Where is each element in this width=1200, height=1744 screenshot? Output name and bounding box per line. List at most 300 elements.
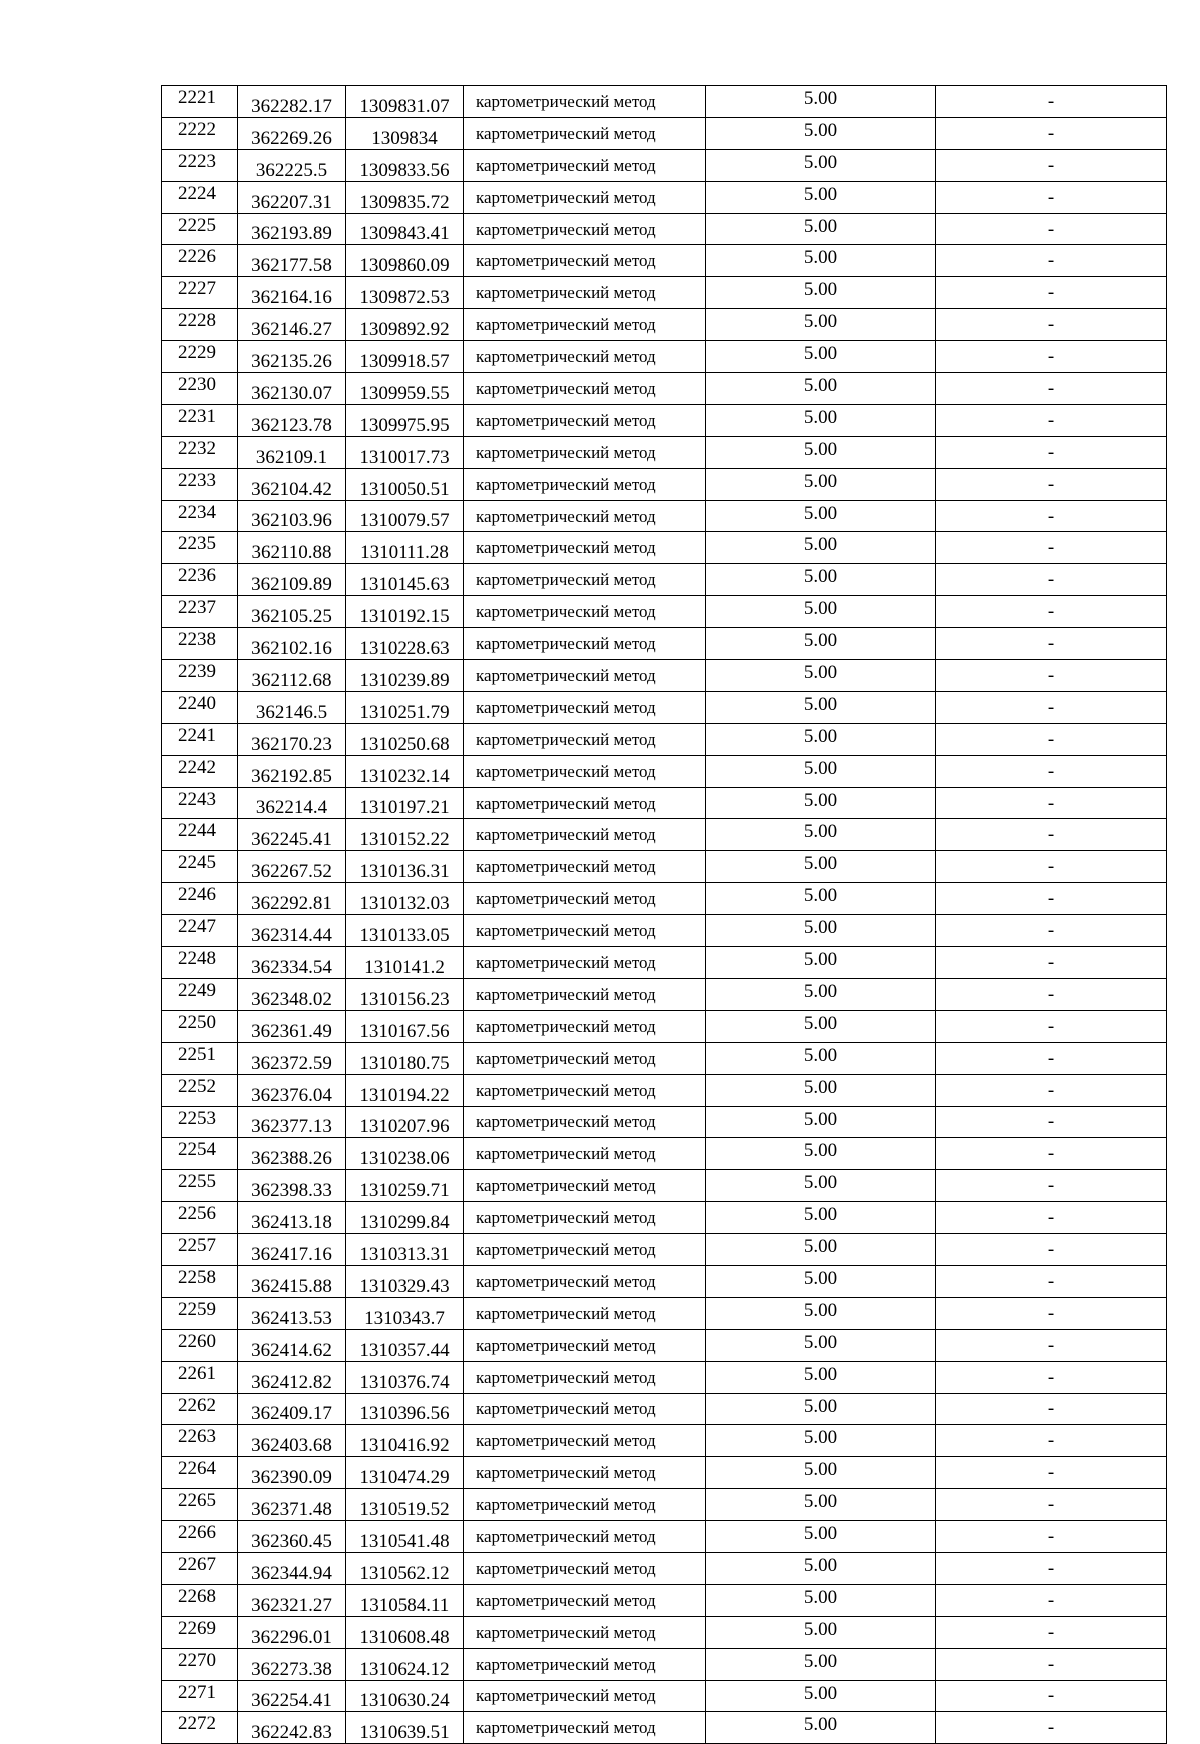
accuracy-cell: 5.00 bbox=[706, 468, 936, 500]
description-cell: - bbox=[936, 1202, 1167, 1234]
y-coordinate-cell: 1310299.84 bbox=[346, 1202, 464, 1234]
description-cell: - bbox=[936, 596, 1167, 628]
description-cell: - bbox=[936, 1584, 1167, 1616]
table-row bbox=[162, 309, 1167, 341]
x-coordinate-cell: 362245.41 bbox=[238, 819, 346, 851]
description-cell: - bbox=[936, 500, 1167, 532]
point-number-cell: 2237 bbox=[162, 596, 238, 628]
description-cell: - bbox=[936, 1074, 1167, 1106]
point-number-cell: 2226 bbox=[162, 245, 238, 277]
method-cell: картометрический метод bbox=[464, 947, 706, 979]
point-number-cell: 2247 bbox=[162, 915, 238, 947]
point-number-cell: 2249 bbox=[162, 978, 238, 1010]
x-coordinate-cell: 362371.48 bbox=[238, 1489, 346, 1521]
description-cell: - bbox=[936, 819, 1167, 851]
point-number-cell: 2253 bbox=[162, 1106, 238, 1138]
point-number-cell: 2258 bbox=[162, 1265, 238, 1297]
x-coordinate-cell: 362146.27 bbox=[238, 309, 346, 341]
y-coordinate-cell: 1309959.55 bbox=[346, 373, 464, 405]
accuracy-cell: 5.00 bbox=[706, 149, 936, 181]
x-coordinate-cell: 362273.38 bbox=[238, 1648, 346, 1680]
method-cell: картометрический метод bbox=[464, 1425, 706, 1457]
table-row bbox=[162, 628, 1167, 660]
x-coordinate-cell: 362267.52 bbox=[238, 851, 346, 883]
method-cell: картометрический метод bbox=[464, 1712, 706, 1744]
accuracy-cell: 5.00 bbox=[706, 883, 936, 915]
x-coordinate-cell: 362388.26 bbox=[238, 1138, 346, 1170]
accuracy-cell: 5.00 bbox=[706, 1329, 936, 1361]
method-cell: картометрический метод bbox=[464, 181, 706, 213]
method-cell: картометрический метод bbox=[464, 1074, 706, 1106]
method-cell: картометрический метод bbox=[464, 1489, 706, 1521]
x-coordinate-cell: 362390.09 bbox=[238, 1457, 346, 1489]
accuracy-cell: 5.00 bbox=[706, 341, 936, 373]
y-coordinate-cell: 1310396.56 bbox=[346, 1393, 464, 1425]
point-number-cell: 2272 bbox=[162, 1712, 238, 1744]
x-coordinate-cell: 362414.62 bbox=[238, 1329, 346, 1361]
y-coordinate-cell: 1309918.57 bbox=[346, 341, 464, 373]
table-row bbox=[162, 1361, 1167, 1393]
x-coordinate-cell: 362412.82 bbox=[238, 1361, 346, 1393]
accuracy-cell: 5.00 bbox=[706, 532, 936, 564]
description-cell: - bbox=[936, 436, 1167, 468]
accuracy-cell: 5.00 bbox=[706, 117, 936, 149]
table-row bbox=[162, 1106, 1167, 1138]
method-cell: картометрический метод bbox=[464, 660, 706, 692]
method-cell: картометрический метод bbox=[464, 1361, 706, 1393]
y-coordinate-cell: 1309843.41 bbox=[346, 213, 464, 245]
x-coordinate-cell: 362109.89 bbox=[238, 564, 346, 596]
point-number-cell: 2265 bbox=[162, 1489, 238, 1521]
x-coordinate-cell: 362123.78 bbox=[238, 404, 346, 436]
y-coordinate-cell: 1310079.57 bbox=[346, 500, 464, 532]
method-cell: картометрический метод bbox=[464, 309, 706, 341]
x-coordinate-cell: 362348.02 bbox=[238, 978, 346, 1010]
point-number-cell: 2252 bbox=[162, 1074, 238, 1106]
method-cell: картометрический метод bbox=[464, 1202, 706, 1234]
method-cell: картометрический метод bbox=[464, 1521, 706, 1553]
method-cell: картометрический метод bbox=[464, 149, 706, 181]
y-coordinate-cell: 1310152.22 bbox=[346, 819, 464, 851]
point-number-cell: 2230 bbox=[162, 373, 238, 405]
description-cell: - bbox=[936, 1552, 1167, 1584]
method-cell: картометрический метод bbox=[464, 915, 706, 947]
accuracy-cell: 5.00 bbox=[706, 309, 936, 341]
x-coordinate-cell: 362130.07 bbox=[238, 373, 346, 405]
y-coordinate-cell: 1310192.15 bbox=[346, 596, 464, 628]
table-row bbox=[162, 213, 1167, 245]
method-cell: картометрический метод bbox=[464, 1106, 706, 1138]
accuracy-cell: 5.00 bbox=[706, 245, 936, 277]
y-coordinate-cell: 1310624.12 bbox=[346, 1648, 464, 1680]
point-number-cell: 2243 bbox=[162, 787, 238, 819]
table-row bbox=[162, 181, 1167, 213]
method-cell: картометрический метод bbox=[464, 628, 706, 660]
y-coordinate-cell: 1310416.92 bbox=[346, 1425, 464, 1457]
description-cell: - bbox=[936, 1234, 1167, 1266]
description-cell: - bbox=[936, 1680, 1167, 1712]
point-number-cell: 2266 bbox=[162, 1521, 238, 1553]
method-cell: картометрический метод bbox=[464, 373, 706, 405]
method-cell: картометрический метод bbox=[464, 1393, 706, 1425]
method-cell: картометрический метод bbox=[464, 978, 706, 1010]
y-coordinate-cell: 1310541.48 bbox=[346, 1521, 464, 1553]
accuracy-cell: 5.00 bbox=[706, 1265, 936, 1297]
table-row bbox=[162, 373, 1167, 405]
table-row bbox=[162, 883, 1167, 915]
point-number-cell: 2239 bbox=[162, 660, 238, 692]
description-cell: - bbox=[936, 532, 1167, 564]
description-cell: - bbox=[936, 181, 1167, 213]
table-row bbox=[162, 1680, 1167, 1712]
accuracy-cell: 5.00 bbox=[706, 436, 936, 468]
accuracy-cell: 5.00 bbox=[706, 500, 936, 532]
y-coordinate-cell: 1310474.29 bbox=[346, 1457, 464, 1489]
table-row bbox=[162, 660, 1167, 692]
point-number-cell: 2235 bbox=[162, 532, 238, 564]
method-cell: картометрический метод bbox=[464, 851, 706, 883]
description-cell: - bbox=[936, 1265, 1167, 1297]
y-coordinate-cell: 1309975.95 bbox=[346, 404, 464, 436]
accuracy-cell: 5.00 bbox=[706, 1234, 936, 1266]
description-cell: - bbox=[936, 1010, 1167, 1042]
table-row bbox=[162, 117, 1167, 149]
description-cell: - bbox=[936, 277, 1167, 309]
method-cell: картометрический метод bbox=[464, 1648, 706, 1680]
accuracy-cell: 5.00 bbox=[706, 1010, 936, 1042]
accuracy-cell: 5.00 bbox=[706, 723, 936, 755]
accuracy-cell: 5.00 bbox=[706, 787, 936, 819]
x-coordinate-cell: 362269.26 bbox=[238, 117, 346, 149]
table-row bbox=[162, 1042, 1167, 1074]
accuracy-cell: 5.00 bbox=[706, 1042, 936, 1074]
x-coordinate-cell: 362103.96 bbox=[238, 500, 346, 532]
table-row bbox=[162, 1265, 1167, 1297]
method-cell: картометрический метод bbox=[464, 1616, 706, 1648]
y-coordinate-cell: 1310232.14 bbox=[346, 755, 464, 787]
description-cell: - bbox=[936, 1712, 1167, 1744]
point-number-cell: 2222 bbox=[162, 117, 238, 149]
x-coordinate-cell: 362214.4 bbox=[238, 787, 346, 819]
description-cell: - bbox=[936, 404, 1167, 436]
description-cell: - bbox=[936, 1616, 1167, 1648]
point-number-cell: 2236 bbox=[162, 564, 238, 596]
accuracy-cell: 5.00 bbox=[706, 1616, 936, 1648]
method-cell: картометрический метод bbox=[464, 723, 706, 755]
table-row bbox=[162, 245, 1167, 277]
method-cell: картометрический метод bbox=[464, 1170, 706, 1202]
x-coordinate-cell: 362110.88 bbox=[238, 532, 346, 564]
description-cell: - bbox=[936, 1457, 1167, 1489]
table-row bbox=[162, 1552, 1167, 1584]
description-cell: - bbox=[936, 883, 1167, 915]
y-coordinate-cell: 1310156.23 bbox=[346, 978, 464, 1010]
table-row bbox=[162, 468, 1167, 500]
description-cell: - bbox=[936, 1425, 1167, 1457]
method-cell: картометрический метод bbox=[464, 404, 706, 436]
accuracy-cell: 5.00 bbox=[706, 851, 936, 883]
y-coordinate-cell: 1310017.73 bbox=[346, 436, 464, 468]
accuracy-cell: 5.00 bbox=[706, 1521, 936, 1553]
point-number-cell: 2225 bbox=[162, 213, 238, 245]
accuracy-cell: 5.00 bbox=[706, 1106, 936, 1138]
x-coordinate-cell: 362296.01 bbox=[238, 1616, 346, 1648]
y-coordinate-cell: 1309860.09 bbox=[346, 245, 464, 277]
x-coordinate-cell: 362314.44 bbox=[238, 915, 346, 947]
method-cell: картометрический метод bbox=[464, 1010, 706, 1042]
description-cell: - bbox=[936, 1393, 1167, 1425]
method-cell: картометрический метод bbox=[464, 1329, 706, 1361]
accuracy-cell: 5.00 bbox=[706, 978, 936, 1010]
y-coordinate-cell: 1310343.7 bbox=[346, 1297, 464, 1329]
accuracy-cell: 5.00 bbox=[706, 915, 936, 947]
accuracy-cell: 5.00 bbox=[706, 1361, 936, 1393]
y-coordinate-cell: 1310197.21 bbox=[346, 787, 464, 819]
point-number-cell: 2232 bbox=[162, 436, 238, 468]
x-coordinate-cell: 362372.59 bbox=[238, 1042, 346, 1074]
point-number-cell: 2255 bbox=[162, 1170, 238, 1202]
point-number-cell: 2271 bbox=[162, 1680, 238, 1712]
method-cell: картометрический метод bbox=[464, 1042, 706, 1074]
table-row bbox=[162, 1329, 1167, 1361]
y-coordinate-cell: 1310207.96 bbox=[346, 1106, 464, 1138]
point-number-cell: 2229 bbox=[162, 341, 238, 373]
x-coordinate-cell: 362102.16 bbox=[238, 628, 346, 660]
method-cell: картометрический метод bbox=[464, 468, 706, 500]
y-coordinate-cell: 1309833.56 bbox=[346, 149, 464, 181]
accuracy-cell: 5.00 bbox=[706, 1680, 936, 1712]
x-coordinate-cell: 362109.1 bbox=[238, 436, 346, 468]
method-cell: картометрический метод bbox=[464, 564, 706, 596]
accuracy-cell: 5.00 bbox=[706, 86, 936, 118]
description-cell: - bbox=[936, 1648, 1167, 1680]
table-row bbox=[162, 149, 1167, 181]
accuracy-cell: 5.00 bbox=[706, 277, 936, 309]
method-cell: картометрический метод bbox=[464, 1552, 706, 1584]
y-coordinate-cell: 1310259.71 bbox=[346, 1170, 464, 1202]
table-row bbox=[162, 1648, 1167, 1680]
x-coordinate-cell: 362360.45 bbox=[238, 1521, 346, 1553]
method-cell: картометрический метод bbox=[464, 819, 706, 851]
accuracy-cell: 5.00 bbox=[706, 1425, 936, 1457]
description-cell: - bbox=[936, 213, 1167, 245]
point-number-cell: 2221 bbox=[162, 86, 238, 118]
table-row bbox=[162, 341, 1167, 373]
table-row bbox=[162, 915, 1167, 947]
x-coordinate-cell: 362413.53 bbox=[238, 1297, 346, 1329]
description-cell: - bbox=[936, 564, 1167, 596]
method-cell: картометрический метод bbox=[464, 691, 706, 723]
description-cell: - bbox=[936, 978, 1167, 1010]
x-coordinate-cell: 362242.83 bbox=[238, 1712, 346, 1744]
x-coordinate-cell: 362170.23 bbox=[238, 723, 346, 755]
x-coordinate-cell: 362344.94 bbox=[238, 1552, 346, 1584]
x-coordinate-cell: 362292.81 bbox=[238, 883, 346, 915]
description-cell: - bbox=[936, 117, 1167, 149]
x-coordinate-cell: 362146.5 bbox=[238, 691, 346, 723]
accuracy-cell: 5.00 bbox=[706, 660, 936, 692]
y-coordinate-cell: 1310228.63 bbox=[346, 628, 464, 660]
x-coordinate-cell: 362105.25 bbox=[238, 596, 346, 628]
point-number-cell: 2263 bbox=[162, 1425, 238, 1457]
method-cell: картометрический метод bbox=[464, 1584, 706, 1616]
x-coordinate-cell: 362403.68 bbox=[238, 1425, 346, 1457]
x-coordinate-cell: 362413.18 bbox=[238, 1202, 346, 1234]
method-cell: картометрический метод bbox=[464, 1297, 706, 1329]
x-coordinate-cell: 362417.16 bbox=[238, 1234, 346, 1266]
table-row bbox=[162, 86, 1167, 118]
y-coordinate-cell: 1310357.44 bbox=[346, 1329, 464, 1361]
y-coordinate-cell: 1310608.48 bbox=[346, 1616, 464, 1648]
y-coordinate-cell: 1310132.03 bbox=[346, 883, 464, 915]
point-number-cell: 2246 bbox=[162, 883, 238, 915]
point-number-cell: 2224 bbox=[162, 181, 238, 213]
table-row bbox=[162, 978, 1167, 1010]
x-coordinate-cell: 362192.85 bbox=[238, 755, 346, 787]
x-coordinate-cell: 362254.41 bbox=[238, 1680, 346, 1712]
y-coordinate-cell: 1310145.63 bbox=[346, 564, 464, 596]
point-number-cell: 2240 bbox=[162, 691, 238, 723]
y-coordinate-cell: 1310239.89 bbox=[346, 660, 464, 692]
method-cell: картометрический метод bbox=[464, 532, 706, 564]
description-cell: - bbox=[936, 1170, 1167, 1202]
table-row bbox=[162, 1074, 1167, 1106]
table-row bbox=[162, 1712, 1167, 1744]
description-cell: - bbox=[936, 373, 1167, 405]
accuracy-cell: 5.00 bbox=[706, 1648, 936, 1680]
point-number-cell: 2241 bbox=[162, 723, 238, 755]
description-cell: - bbox=[936, 947, 1167, 979]
method-cell: картометрический метод bbox=[464, 245, 706, 277]
accuracy-cell: 5.00 bbox=[706, 1552, 936, 1584]
point-number-cell: 2238 bbox=[162, 628, 238, 660]
method-cell: картометрический метод bbox=[464, 1457, 706, 1489]
y-coordinate-cell: 1310167.56 bbox=[346, 1010, 464, 1042]
accuracy-cell: 5.00 bbox=[706, 564, 936, 596]
accuracy-cell: 5.00 bbox=[706, 1489, 936, 1521]
description-cell: - bbox=[936, 1297, 1167, 1329]
accuracy-cell: 5.00 bbox=[706, 1712, 936, 1744]
point-number-cell: 2244 bbox=[162, 819, 238, 851]
table-row bbox=[162, 1234, 1167, 1266]
accuracy-cell: 5.00 bbox=[706, 691, 936, 723]
y-coordinate-cell: 1310141.2 bbox=[346, 947, 464, 979]
table-row bbox=[162, 1489, 1167, 1521]
description-cell: - bbox=[936, 1489, 1167, 1521]
description-cell: - bbox=[936, 149, 1167, 181]
table-row bbox=[162, 532, 1167, 564]
y-coordinate-cell: 1310250.68 bbox=[346, 723, 464, 755]
point-number-cell: 2231 bbox=[162, 404, 238, 436]
description-cell: - bbox=[936, 341, 1167, 373]
y-coordinate-cell: 1310313.31 bbox=[346, 1234, 464, 1266]
table-row bbox=[162, 947, 1167, 979]
point-number-cell: 2261 bbox=[162, 1361, 238, 1393]
point-number-cell: 2234 bbox=[162, 500, 238, 532]
x-coordinate-cell: 362282.17 bbox=[238, 86, 346, 118]
table-row bbox=[162, 1170, 1167, 1202]
y-coordinate-cell: 1310136.31 bbox=[346, 851, 464, 883]
x-coordinate-cell: 362177.58 bbox=[238, 245, 346, 277]
method-cell: картометрический метод bbox=[464, 500, 706, 532]
point-number-cell: 2223 bbox=[162, 149, 238, 181]
table-row bbox=[162, 1584, 1167, 1616]
document-page bbox=[161, 85, 1166, 1744]
point-number-cell: 2270 bbox=[162, 1648, 238, 1680]
table-row bbox=[162, 819, 1167, 851]
method-cell: картометрический метод bbox=[464, 1680, 706, 1712]
description-cell: - bbox=[936, 915, 1167, 947]
accuracy-cell: 5.00 bbox=[706, 947, 936, 979]
description-cell: - bbox=[936, 1138, 1167, 1170]
y-coordinate-cell: 1310584.11 bbox=[346, 1584, 464, 1616]
table-row bbox=[162, 596, 1167, 628]
table-row bbox=[162, 404, 1167, 436]
method-cell: картометрический метод bbox=[464, 596, 706, 628]
y-coordinate-cell: 1310133.05 bbox=[346, 915, 464, 947]
y-coordinate-cell: 1309834 bbox=[346, 117, 464, 149]
accuracy-cell: 5.00 bbox=[706, 1202, 936, 1234]
method-cell: картометрический метод bbox=[464, 1265, 706, 1297]
y-coordinate-cell: 1310630.24 bbox=[346, 1680, 464, 1712]
method-cell: картометрический метод bbox=[464, 1234, 706, 1266]
point-number-cell: 2264 bbox=[162, 1457, 238, 1489]
point-number-cell: 2254 bbox=[162, 1138, 238, 1170]
description-cell: - bbox=[936, 468, 1167, 500]
accuracy-cell: 5.00 bbox=[706, 1170, 936, 1202]
x-coordinate-cell: 362164.16 bbox=[238, 277, 346, 309]
x-coordinate-cell: 362376.04 bbox=[238, 1074, 346, 1106]
x-coordinate-cell: 362112.68 bbox=[238, 660, 346, 692]
point-number-cell: 2228 bbox=[162, 309, 238, 341]
accuracy-cell: 5.00 bbox=[706, 1138, 936, 1170]
description-cell: - bbox=[936, 1106, 1167, 1138]
y-coordinate-cell: 1309892.92 bbox=[346, 309, 464, 341]
y-coordinate-cell: 1310329.43 bbox=[346, 1265, 464, 1297]
description-cell: - bbox=[936, 755, 1167, 787]
description-cell: - bbox=[936, 245, 1167, 277]
point-number-cell: 2256 bbox=[162, 1202, 238, 1234]
table-row bbox=[162, 1393, 1167, 1425]
point-number-cell: 2267 bbox=[162, 1552, 238, 1584]
x-coordinate-cell: 362398.33 bbox=[238, 1170, 346, 1202]
description-cell: - bbox=[936, 660, 1167, 692]
point-number-cell: 2250 bbox=[162, 1010, 238, 1042]
method-cell: картометрический метод bbox=[464, 341, 706, 373]
method-cell: картометрический метод bbox=[464, 213, 706, 245]
y-coordinate-cell: 1310238.06 bbox=[346, 1138, 464, 1170]
x-coordinate-cell: 362361.49 bbox=[238, 1010, 346, 1042]
table-row bbox=[162, 436, 1167, 468]
coordinates-table-body bbox=[162, 86, 1167, 1744]
table-row bbox=[162, 564, 1167, 596]
point-number-cell: 2242 bbox=[162, 755, 238, 787]
x-coordinate-cell: 362321.27 bbox=[238, 1584, 346, 1616]
description-cell: - bbox=[936, 309, 1167, 341]
method-cell: картометрический метод bbox=[464, 117, 706, 149]
method-cell: картометрический метод bbox=[464, 787, 706, 819]
accuracy-cell: 5.00 bbox=[706, 628, 936, 660]
table-row bbox=[162, 755, 1167, 787]
point-number-cell: 2260 bbox=[162, 1329, 238, 1361]
accuracy-cell: 5.00 bbox=[706, 404, 936, 436]
accuracy-cell: 5.00 bbox=[706, 213, 936, 245]
description-cell: - bbox=[936, 851, 1167, 883]
y-coordinate-cell: 1310111.28 bbox=[346, 532, 464, 564]
point-number-cell: 2245 bbox=[162, 851, 238, 883]
description-cell: - bbox=[936, 1042, 1167, 1074]
point-number-cell: 2262 bbox=[162, 1393, 238, 1425]
